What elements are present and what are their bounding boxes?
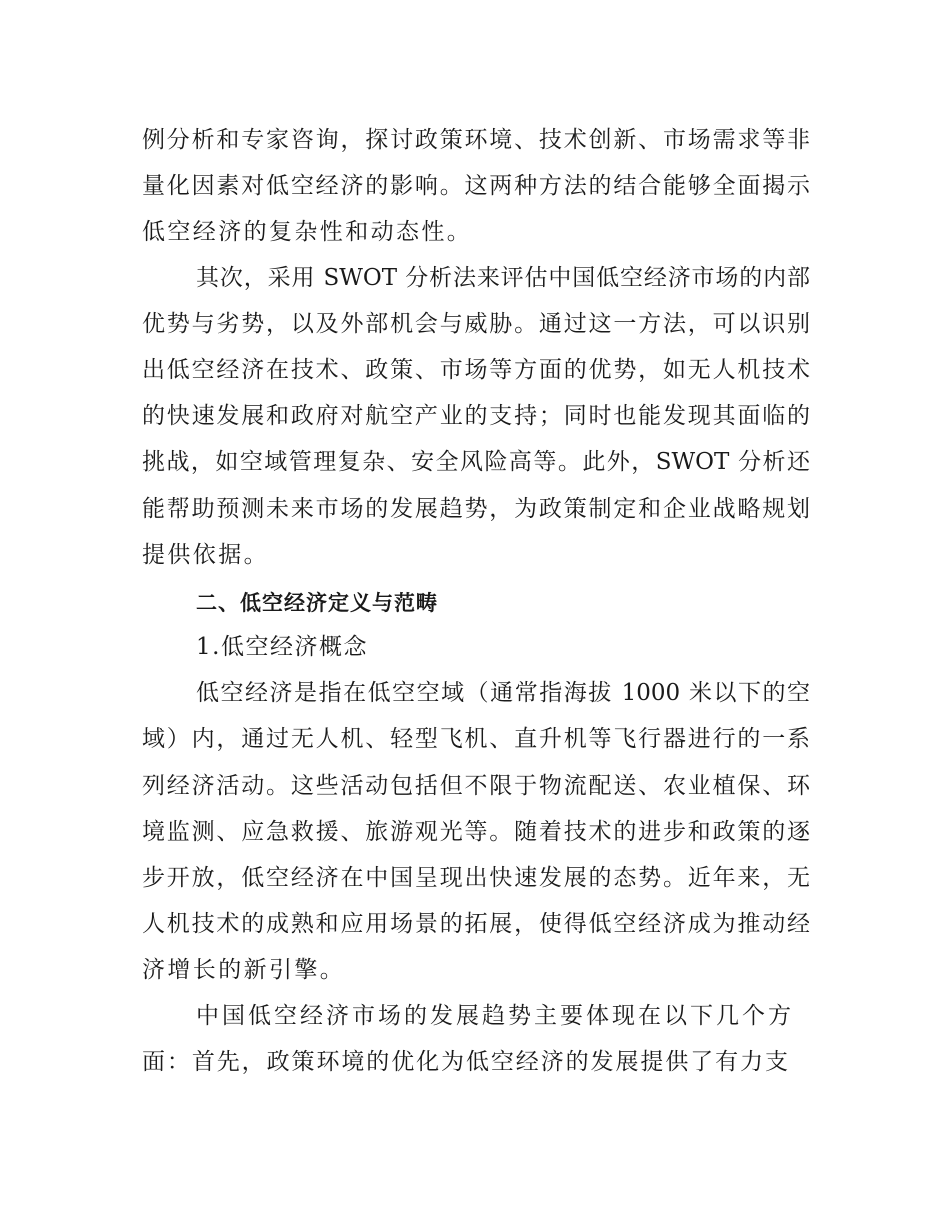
paragraph-4-line-1: 中国低空经济市场的发展趋势主要体现在以下几个方 <box>196 1003 794 1029</box>
paragraph-2-line-5: 挑战，如空域管理复杂、安全风险高等。此外，SWOT 分析还 <box>142 449 810 475</box>
paragraph-1-line-2: 量化因素对低空经济的影响。这两种方法的结合能够全面揭示 <box>142 173 810 199</box>
paragraph-2-line-3: 出低空经济在技术、政策、市场等方面的优势，如无人机技术 <box>142 357 810 383</box>
paragraph-3-line-5: 步开放，低空经济在中国呈现出快速发展的态势。近年来，无 <box>142 865 810 891</box>
paragraph-2-line-2: 优势与劣势，以及外部机会与威胁。通过这一方法，可以识别 <box>142 311 810 337</box>
paragraph-1-line-1: 例分析和专家咨询，探讨政策环境、技术创新、市场需求等非 <box>142 127 810 153</box>
paragraph-2-line-4: 的快速发展和政府对航空产业的支持；同时也能发现其面临的 <box>142 403 810 429</box>
paragraph-2-line-6: 能帮助预测未来市场的发展趋势，为政策制定和企业战略规划 <box>142 496 810 522</box>
section-heading: 二、低空经济定义与范畴 <box>196 591 438 615</box>
paragraph-3-line-7: 济增长的新引擎。 <box>142 957 346 983</box>
paragraph-1-line-3: 低空经济的复杂性和动态性。 <box>142 219 473 245</box>
paragraph-3-line-1: 低空经济是指在低空空域（通常指海拔 1000 米以下的空 <box>196 680 810 706</box>
paragraph-3-line-6: 人机技术的成熟和应用场景的拓展，使得低空经济成为推动经 <box>142 911 810 937</box>
subsection-heading: 1.低空经济概念 <box>196 634 368 660</box>
paragraph-2-line-1: 其次，采用 SWOT 分析法来评估中国低空经济市场的内部 <box>196 265 810 291</box>
paragraph-3-line-2: 域）内，通过无人机、轻型飞机、直升机等飞行器进行的一系 <box>142 726 810 752</box>
paragraph-2-line-7: 提供依据。 <box>142 542 269 568</box>
paragraph-3-line-4: 境监测、应急救援、旅游观光等。随着技术的进步和政策的逐 <box>142 819 810 845</box>
paragraph-3-line-3: 列经济活动。这些活动包括但不限于物流配送、农业植保、环 <box>142 773 810 799</box>
paragraph-4-line-2: 面：首先，政策环境的优化为低空经济的发展提供了有力支 <box>142 1049 788 1075</box>
